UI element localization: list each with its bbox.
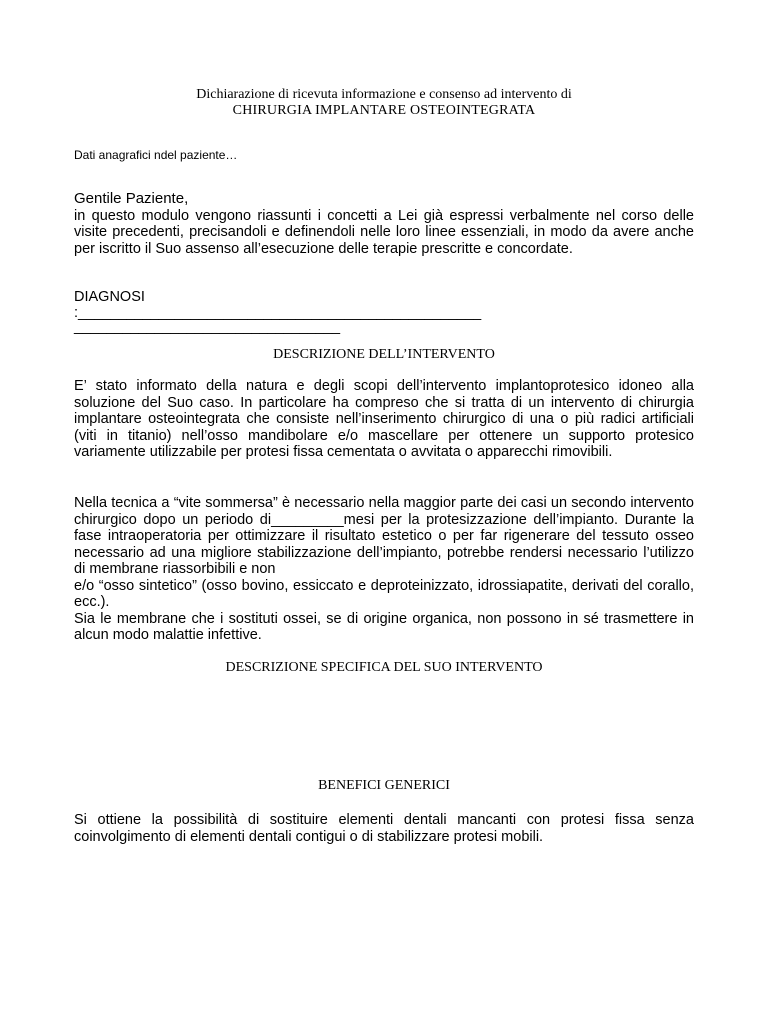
intro-paragraph: in questo modulo vengono riassunti i concetti a Lei già espressi verbalmente nel corso delle visite precedenti, precisandoli e definendoli nelle loro linee essenziali, in modo da avere anche per iscritto il Suo assenso all’esecuzione delle terapie prescritte e concordate. xyxy=(74,207,694,257)
benefici-paragraph: Si ottiene la possibilità di sostituire elementi dentali mancanti con protesi fissa senza coinvolgimento di elementi dentali contigui o di stabilizzare protesi mobili. xyxy=(74,812,694,845)
heading-descrizione-intervento: DESCRIZIONE DELL’INTERVENTO xyxy=(273,347,495,362)
diagnosi-section xyxy=(74,289,694,334)
greeting: Gentile Paziente, xyxy=(74,190,189,207)
descrizione-paragraph-1-block xyxy=(74,378,694,461)
intro-section xyxy=(74,191,694,257)
descrizione-paragraph-2a: Nella tecnica a “vite sommersa” è necessario nella maggior parte dei casi un secondo intervento chirurgico dopo un periodo di_________mesi per la protesizzazione dell’impianto. Durante la fase intraoperatoria per ottimizzare il risultato estetico o per far rigenerare del tessuto osseo necessario ad una migliore stabilizzazione dell’impianto, potrebbe rendersi necessario l’utilizzo di membrane riassorbibili e non xyxy=(74,495,694,577)
descrizione-paragraph-2c: Sia le membrane che i sostituti ossei, se di origine organica, non possono in sé trasmettere in alcun modo malattie infettive. xyxy=(74,610,694,643)
descrizione-paragraph-1: E’ stato informato della natura e degli scopi dell’intervento implantoprotesico idoneo alla soluzione del Suo caso. In particolare ha compreso che si tratta di un intervento di chirurgia implantare osteointegrata che consiste nell’inserimento chirurgico di una o più radici artificiali (viti in titanio) nell’osso mandibolare e/o mascellare per ottenere un supporto protesico variamente utilizzabile per protesi fissa cementata o avvitata o apparecchi rimovibili. xyxy=(74,378,694,460)
diagnosi-label: DIAGNOSI xyxy=(74,289,145,305)
document-title xyxy=(0,87,768,119)
heading-benefici-generici: BENEFICI GENERICI xyxy=(318,778,450,793)
heading-descrizione-specifica: DESCRIZIONE SPECIFICA DEL SUO INTERVENTO xyxy=(225,660,543,675)
patient-data-label: Dati anagrafici ndel paziente… xyxy=(74,148,238,162)
title-line-1: Dichiarazione di ricevuta informazione e consenso ad intervento di xyxy=(196,87,572,102)
descrizione-paragraph-2-block xyxy=(74,495,694,644)
diagnosi-blank-line-1: :__________________________________________________ xyxy=(74,304,482,321)
descrizione-paragraph-2b: e/o “osso sintetico” (osso bovino, essiccato e deproteinizzato, idrossiapatite, derivati del corallo, ecc.). xyxy=(74,577,694,610)
title-line-2: CHIRURGIA IMPLANTARE OSTEOINTEGRATA xyxy=(232,103,536,118)
diagnosi-blank-line-2: _________________________________ xyxy=(74,318,341,335)
benefici-paragraph-block xyxy=(74,812,694,845)
